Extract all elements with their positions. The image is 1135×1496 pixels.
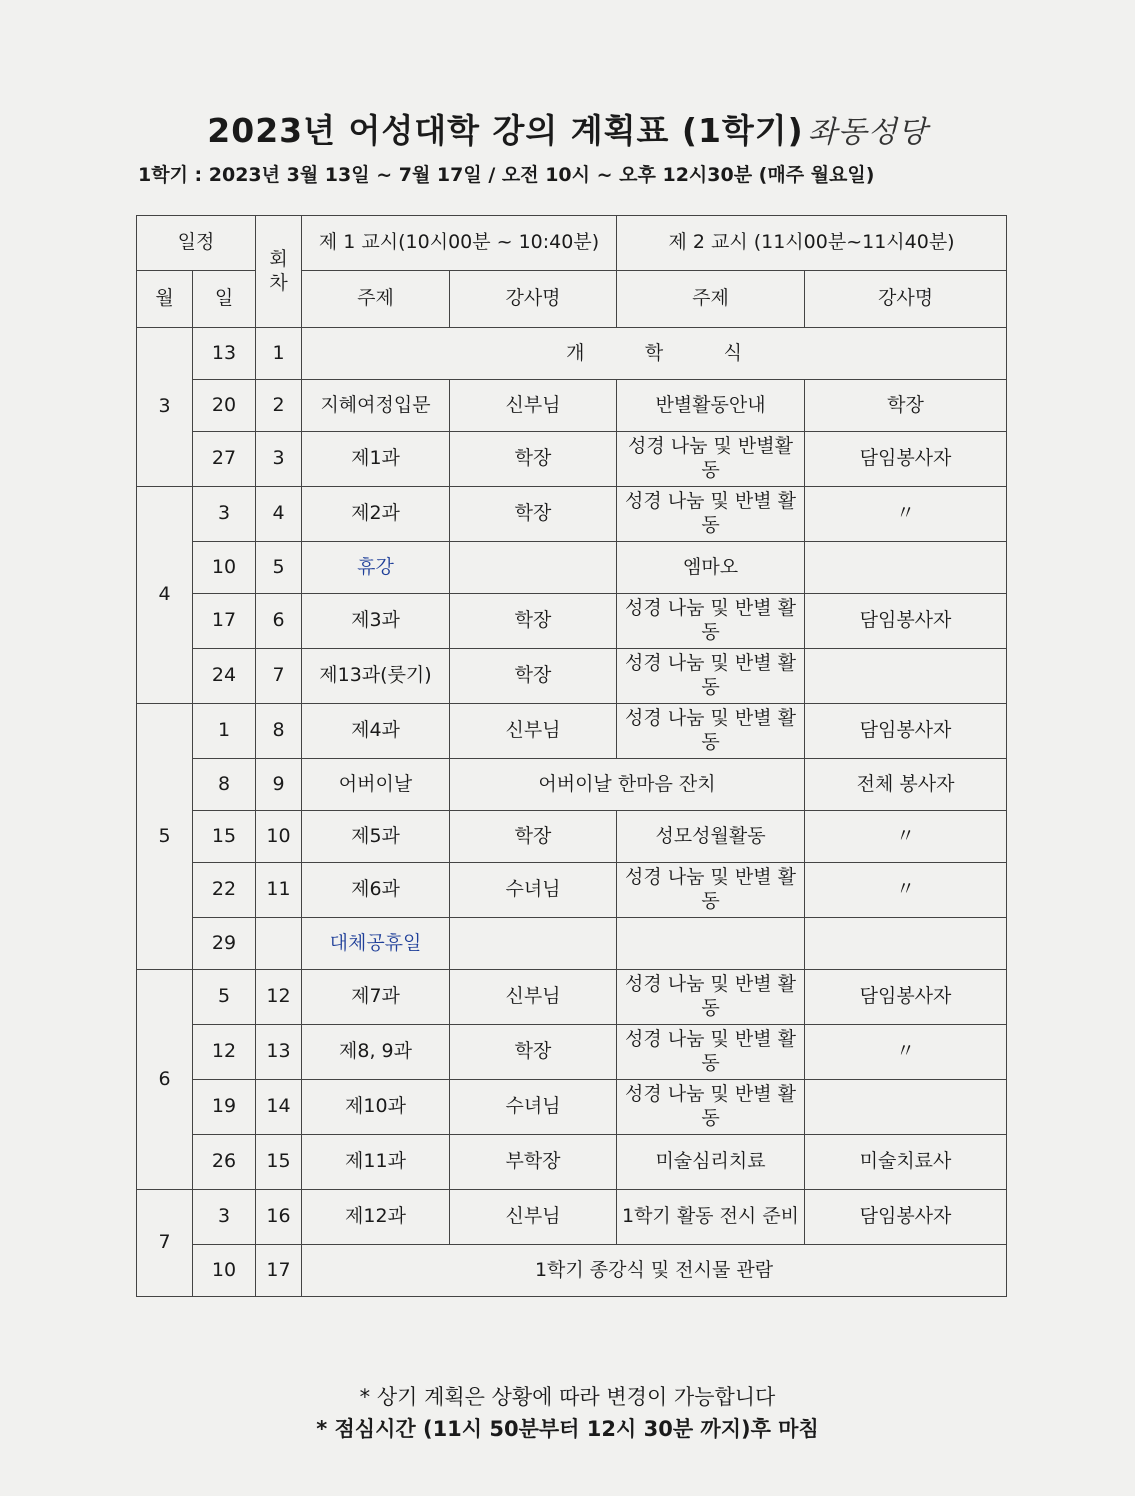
day-cell: 1 bbox=[193, 704, 256, 759]
lecturer1-cell: 신부님 bbox=[450, 1190, 617, 1245]
table-row bbox=[137, 863, 1007, 918]
opening-ceremony: 개 학 식 bbox=[302, 328, 1007, 380]
session-cell: 6 bbox=[256, 594, 302, 649]
semester-info: 1학기 : 2023년 3월 13일 ~ 7월 17일 / 오전 10시 ~ 오후 12시30분 (매주 월요일) bbox=[138, 164, 875, 186]
session-cell: 7 bbox=[256, 649, 302, 704]
lecturer2-cell bbox=[805, 649, 1007, 704]
session-cell: 12 bbox=[256, 970, 302, 1025]
session-cell: 14 bbox=[256, 1080, 302, 1135]
day-cell: 10 bbox=[193, 542, 256, 594]
day-cell: 13 bbox=[193, 328, 256, 380]
lecturer1-cell: 신부님 bbox=[450, 970, 617, 1025]
topic2-cell: 반별활동안내 bbox=[617, 380, 805, 432]
handwritten-parish-name: 좌동성당 bbox=[807, 115, 928, 150]
day-cell: 10 bbox=[193, 1245, 256, 1297]
lecturer1-cell: 부학장 bbox=[450, 1135, 617, 1190]
table-row bbox=[137, 1190, 1007, 1245]
lecturer2-cell: 〃 bbox=[805, 1025, 1007, 1080]
lecturer2-cell: 담임봉사자 bbox=[805, 432, 1007, 487]
month-cell: 7 bbox=[137, 1190, 193, 1297]
header-topic1: 주제 bbox=[302, 271, 450, 328]
table-row bbox=[137, 1025, 1007, 1080]
lecturer1-cell: 수녀님 bbox=[450, 863, 617, 918]
session-cell: 11 bbox=[256, 863, 302, 918]
lecturer2-cell: 미술치료사 bbox=[805, 1135, 1007, 1190]
session-cell: 15 bbox=[256, 1135, 302, 1190]
lecturer1-cell: 학장 bbox=[450, 811, 617, 863]
day-cell: 17 bbox=[193, 594, 256, 649]
document-title bbox=[0, 105, 1135, 152]
table-row bbox=[137, 1245, 1007, 1297]
topic2-cell: 성모성월활동 bbox=[617, 811, 805, 863]
topic1-cell: 지혜여정입문 bbox=[302, 380, 450, 432]
topic1-cell: 대체공휴일 bbox=[302, 918, 450, 970]
lecturer1-cell bbox=[450, 918, 617, 970]
session-cell: 9 bbox=[256, 759, 302, 811]
session-cell: 4 bbox=[256, 487, 302, 542]
table-row bbox=[137, 811, 1007, 863]
header-lecturer1: 강사명 bbox=[450, 271, 617, 328]
topic1-cell: 제13과(룻기) bbox=[302, 649, 450, 704]
table-row bbox=[137, 1135, 1007, 1190]
lecturer1-cell: 학장 bbox=[450, 649, 617, 704]
session-cell: 8 bbox=[256, 704, 302, 759]
topic1-cell: 제10과 bbox=[302, 1080, 450, 1135]
header-day: 일 bbox=[193, 271, 256, 328]
table-row bbox=[137, 649, 1007, 704]
lecturer2-cell: 담임봉사자 bbox=[805, 594, 1007, 649]
day-cell: 29 bbox=[193, 918, 256, 970]
topic1-cell: 휴강 bbox=[302, 542, 450, 594]
note-schedule-change: * 상기 계획은 상황에 따라 변경이 가능합니다 bbox=[359, 1385, 776, 1409]
table-row bbox=[137, 704, 1007, 759]
day-cell: 26 bbox=[193, 1135, 256, 1190]
session-cell: 1 bbox=[256, 328, 302, 380]
topic1-cell: 제1과 bbox=[302, 432, 450, 487]
session-cell: 5 bbox=[256, 542, 302, 594]
day-cell: 3 bbox=[193, 1190, 256, 1245]
day-cell: 19 bbox=[193, 1080, 256, 1135]
session-cell: 3 bbox=[256, 432, 302, 487]
table-row bbox=[137, 970, 1007, 1025]
table-row bbox=[137, 1080, 1007, 1135]
header-topic2: 주제 bbox=[617, 271, 805, 328]
topic1-cell: 제4과 bbox=[302, 704, 450, 759]
header-month: 월 bbox=[137, 271, 193, 328]
parents-day-event: 어버이날 한마음 잔치 bbox=[450, 759, 805, 811]
session-cell: 13 bbox=[256, 1025, 302, 1080]
table-row bbox=[137, 432, 1007, 487]
day-cell: 15 bbox=[193, 811, 256, 863]
day-cell: 12 bbox=[193, 1025, 256, 1080]
lecturer2-cell: 담임봉사자 bbox=[805, 970, 1007, 1025]
title-text: 2023년 어성대학 강의 계획표 (1학기) bbox=[207, 111, 804, 150]
lecturer1-cell: 학장 bbox=[450, 1025, 617, 1080]
topic2-cell: 1학기 활동 전시 준비 bbox=[617, 1190, 805, 1245]
session-cell: 10 bbox=[256, 811, 302, 863]
day-cell: 3 bbox=[193, 487, 256, 542]
topic1-cell: 제8, 9과 bbox=[302, 1025, 450, 1080]
day-cell: 5 bbox=[193, 970, 256, 1025]
day-cell: 24 bbox=[193, 649, 256, 704]
lecturer1-cell: 학장 bbox=[450, 594, 617, 649]
topic2-cell: 엠마오 bbox=[617, 542, 805, 594]
month-cell: 6 bbox=[137, 970, 193, 1190]
month-cell: 4 bbox=[137, 487, 193, 704]
session-cell: 2 bbox=[256, 380, 302, 432]
topic1-cell: 제11과 bbox=[302, 1135, 450, 1190]
topic1-cell: 제3과 bbox=[302, 594, 450, 649]
topic2-cell: 성경 나눔 및 반별 활동 bbox=[617, 863, 805, 918]
lecturer1-cell: 학장 bbox=[450, 487, 617, 542]
closing-ceremony: 1학기 종강식 및 전시물 관람 bbox=[302, 1245, 1007, 1297]
day-cell: 27 bbox=[193, 432, 256, 487]
topic2-cell: 성경 나눔 및 반별활동 bbox=[617, 432, 805, 487]
table-row bbox=[137, 759, 1007, 811]
day-cell: 22 bbox=[193, 863, 256, 918]
topic2-cell: 성경 나눔 및 반별 활동 bbox=[617, 487, 805, 542]
topic2-cell: 성경 나눔 및 반별 활동 bbox=[617, 649, 805, 704]
topic1-cell: 어버이날 bbox=[302, 759, 450, 811]
lecturer1-cell: 수녀님 bbox=[450, 1080, 617, 1135]
lecturer2-cell: 전체 봉사자 bbox=[805, 759, 1007, 811]
header-schedule: 일정 bbox=[137, 216, 256, 271]
topic1-cell: 제2과 bbox=[302, 487, 450, 542]
topic2-cell: 성경 나눔 및 반별 활동 bbox=[617, 970, 805, 1025]
table-row bbox=[137, 380, 1007, 432]
day-cell: 8 bbox=[193, 759, 256, 811]
lecturer2-cell: 〃 bbox=[805, 487, 1007, 542]
day-cell: 20 bbox=[193, 380, 256, 432]
lecturer2-cell: 〃 bbox=[805, 863, 1007, 918]
lecturer2-cell bbox=[805, 918, 1007, 970]
topic1-cell: 제7과 bbox=[302, 970, 450, 1025]
lecturer2-cell: 〃 bbox=[805, 811, 1007, 863]
header-lecturer2: 강사명 bbox=[805, 271, 1007, 328]
lecturer1-cell: 학장 bbox=[450, 432, 617, 487]
table-row bbox=[137, 918, 1007, 970]
topic2-cell: 성경 나눔 및 반별 활동 bbox=[617, 1080, 805, 1135]
lecturer2-cell bbox=[805, 1080, 1007, 1135]
topic1-cell: 제6과 bbox=[302, 863, 450, 918]
lecturer2-cell: 학장 bbox=[805, 380, 1007, 432]
lecturer2-cell bbox=[805, 542, 1007, 594]
header-session: 회 차 bbox=[256, 216, 302, 328]
session-cell: 17 bbox=[256, 1245, 302, 1297]
lecturer1-cell: 신부님 bbox=[450, 380, 617, 432]
topic2-cell: 성경 나눔 및 반별 활동 bbox=[617, 704, 805, 759]
header-period2: 제 2 교시 (11시00분~11시40분) bbox=[617, 216, 1007, 271]
lecture-schedule-table bbox=[136, 215, 1007, 1297]
topic2-cell bbox=[617, 918, 805, 970]
table-row bbox=[137, 487, 1007, 542]
lecturer2-cell: 담임봉사자 bbox=[805, 704, 1007, 759]
table-row bbox=[137, 594, 1007, 649]
header-period1: 제 1 교시(10시00분 ~ 10:40분) bbox=[302, 216, 617, 271]
session-cell bbox=[256, 918, 302, 970]
note-lunch-time: * 점심시간 (11시 50분부터 12시 30분 까지)후 마침 bbox=[316, 1417, 819, 1441]
topic2-cell: 미술심리치료 bbox=[617, 1135, 805, 1190]
topic2-cell: 성경 나눔 및 반별 활동 bbox=[617, 1025, 805, 1080]
topic2-cell: 성경 나눔 및 반별 활동 bbox=[617, 594, 805, 649]
session-cell: 16 bbox=[256, 1190, 302, 1245]
lecturer1-cell bbox=[450, 542, 617, 594]
month-cell: 3 bbox=[137, 328, 193, 487]
lecturer2-cell: 담임봉사자 bbox=[805, 1190, 1007, 1245]
topic1-cell: 제5과 bbox=[302, 811, 450, 863]
month-cell: 5 bbox=[137, 704, 193, 970]
lecturer1-cell: 신부님 bbox=[450, 704, 617, 759]
table-row bbox=[137, 542, 1007, 594]
table-row bbox=[137, 328, 1007, 380]
topic1-cell: 제12과 bbox=[302, 1190, 450, 1245]
